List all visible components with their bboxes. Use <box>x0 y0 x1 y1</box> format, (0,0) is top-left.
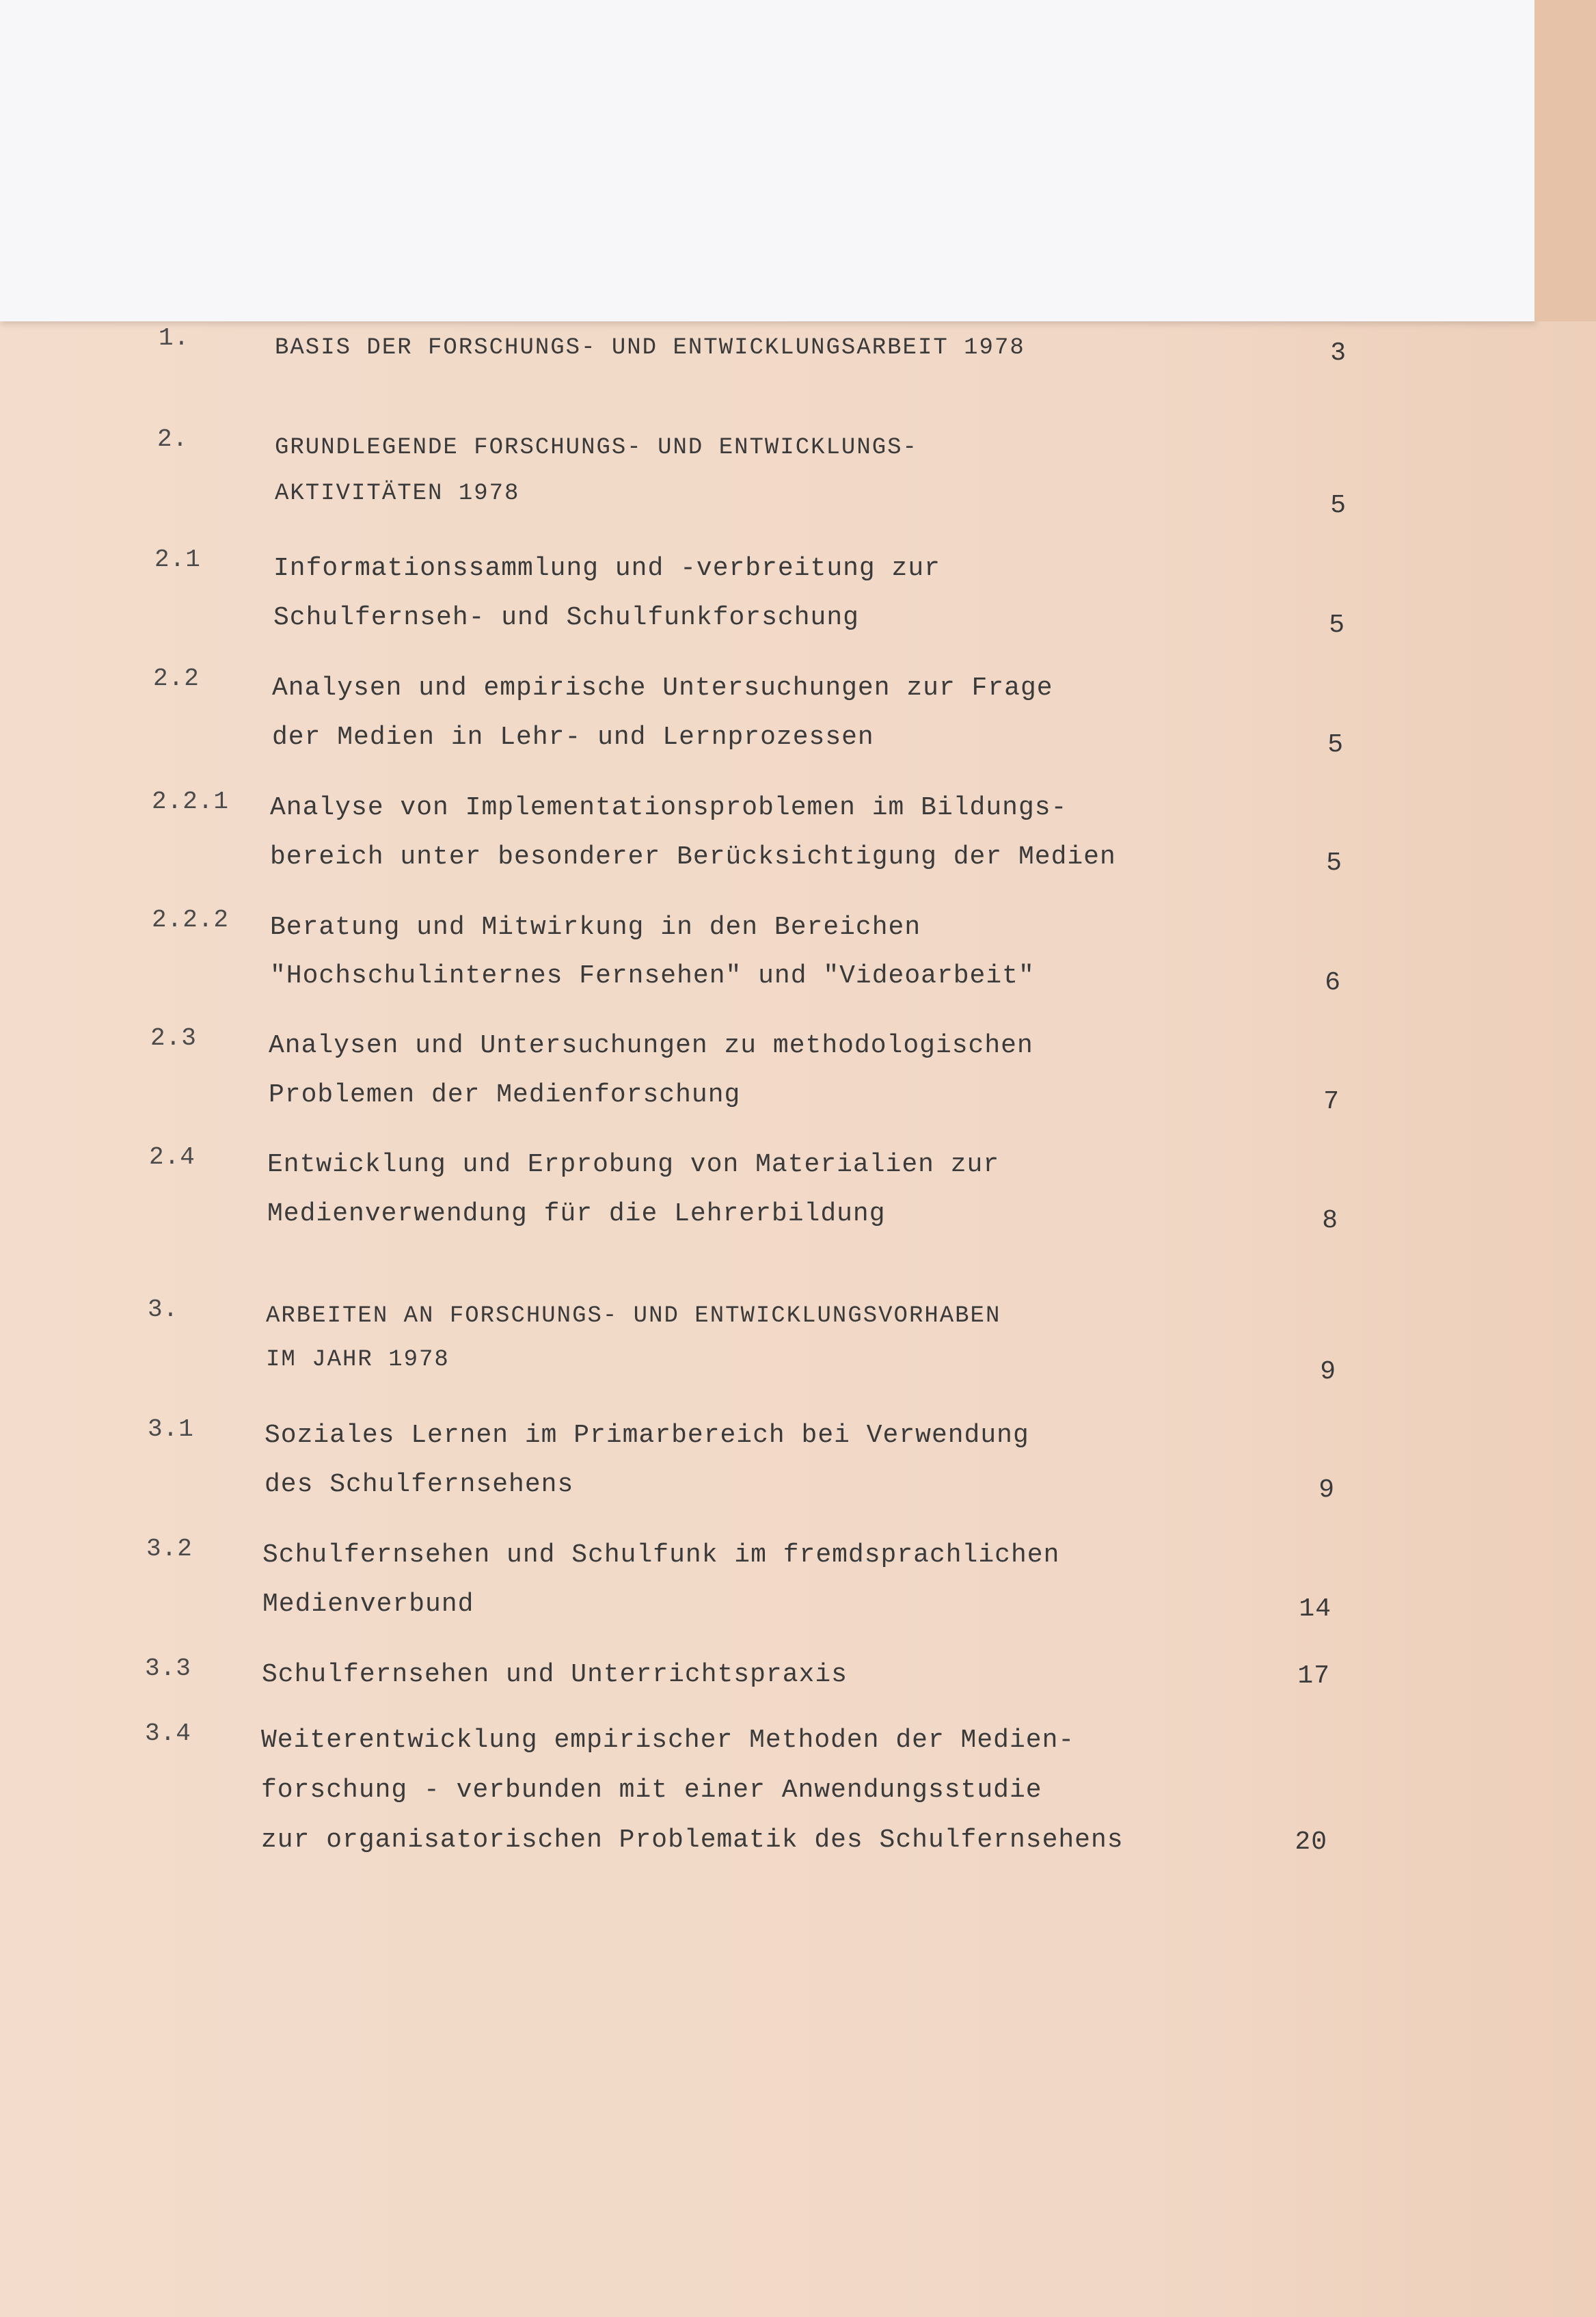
toc-page: 9 <box>1320 1357 1336 1387</box>
toc-number: 3.2 <box>146 1535 193 1563</box>
overlay-paper-sheet <box>0 0 1534 321</box>
toc-number: 2.3 <box>150 1024 197 1052</box>
toc-line: Analyse von Implementationsproblemen im Bildungs- <box>270 793 1068 822</box>
toc-line: forschung - verbunden mit einer Anwendungsstudie <box>261 1776 1042 1805</box>
toc-line: Analysen und empirische Untersuchungen zur Frage <box>272 673 1053 703</box>
toc-page: 17 <box>1297 1661 1330 1691</box>
toc-page: 20 <box>1295 1827 1327 1857</box>
toc-page: 6 <box>1325 968 1341 997</box>
toc-line: GRUNDLEGENDE FORSCHUNGS- UND ENTWICKLUNGS- <box>275 435 918 461</box>
toc-line: "Hochschulinternes Fernsehen" und "Videoarbeit" <box>270 961 1035 991</box>
toc-number: 2.2.2 <box>152 906 230 934</box>
toc-number: 3. <box>148 1296 179 1324</box>
toc-page: 7 <box>1323 1087 1340 1116</box>
toc-line: ARBEITEN AN FORSCHUNGS- UND ENTWICKLUNGSVORHABEN <box>266 1303 1001 1329</box>
toc-line: zur organisatorischen Problematik des Schulfernsehens <box>261 1825 1124 1855</box>
toc-page: 8 <box>1322 1206 1338 1235</box>
page-edge <box>1534 0 1596 321</box>
toc-line: Beratung und Mitwirkung in den Bereichen <box>270 913 921 942</box>
toc-line: Problemen der Medienforschung <box>269 1080 741 1110</box>
toc-line: Schulfernseh- und Schulfunkforschung <box>273 603 859 632</box>
toc-line: der Medien in Lehr- und Lernprozessen <box>272 723 874 752</box>
toc-line: Weiterentwicklung empirischer Methoden der Medien- <box>261 1726 1075 1755</box>
toc-number: 2.2 <box>153 665 200 693</box>
toc-line: Schulfernsehen und Schulfunk im fremdsprachlichen <box>262 1540 1060 1570</box>
toc-line: BASIS DER FORSCHUNGS- UND ENTWICKLUNGSARBEIT 1978 <box>275 335 1025 361</box>
toc-page: 14 <box>1299 1594 1331 1624</box>
toc-line: Analysen und Untersuchungen zu methodologischen <box>269 1031 1033 1060</box>
toc-line: Informationssammlung und -verbreitung zur <box>273 554 941 583</box>
toc-number: 2.2.1 <box>152 788 230 816</box>
toc-page: 9 <box>1318 1475 1335 1505</box>
toc-page: 5 <box>1329 611 1345 640</box>
toc-line: Entwicklung und Erprobung von Materialien zur <box>267 1150 1000 1179</box>
toc-line: AKTIVITÄTEN 1978 <box>275 481 520 507</box>
toc-line: Schulfernsehen und Unterrichtspraxis <box>262 1660 848 1689</box>
toc-number: 3.1 <box>148 1415 194 1443</box>
toc-line: bereich unter besonderer Berücksichtigung der Medien <box>270 842 1116 872</box>
toc-number: 2.4 <box>149 1143 195 1171</box>
toc-line: Soziales Lernen im Primarbereich bei Verwendung <box>265 1421 1029 1450</box>
toc-number: 3.3 <box>145 1655 191 1683</box>
toc-page: 5 <box>1330 491 1347 520</box>
toc-line: Medienverwendung für die Lehrerbildung <box>267 1199 886 1229</box>
toc-line: des Schulfernsehens <box>265 1470 574 1499</box>
toc-page: 5 <box>1326 848 1342 878</box>
toc-number: 2. <box>157 425 189 453</box>
toc-page: 3 <box>1330 338 1347 368</box>
toc-number: 3.4 <box>145 1719 191 1747</box>
toc-line: IM JAHR 1978 <box>266 1347 450 1373</box>
toc-number: 1. <box>159 324 190 352</box>
toc-line: Medienverbund <box>262 1590 474 1619</box>
toc-page: 5 <box>1327 730 1344 760</box>
toc-number: 2.1 <box>154 546 201 574</box>
